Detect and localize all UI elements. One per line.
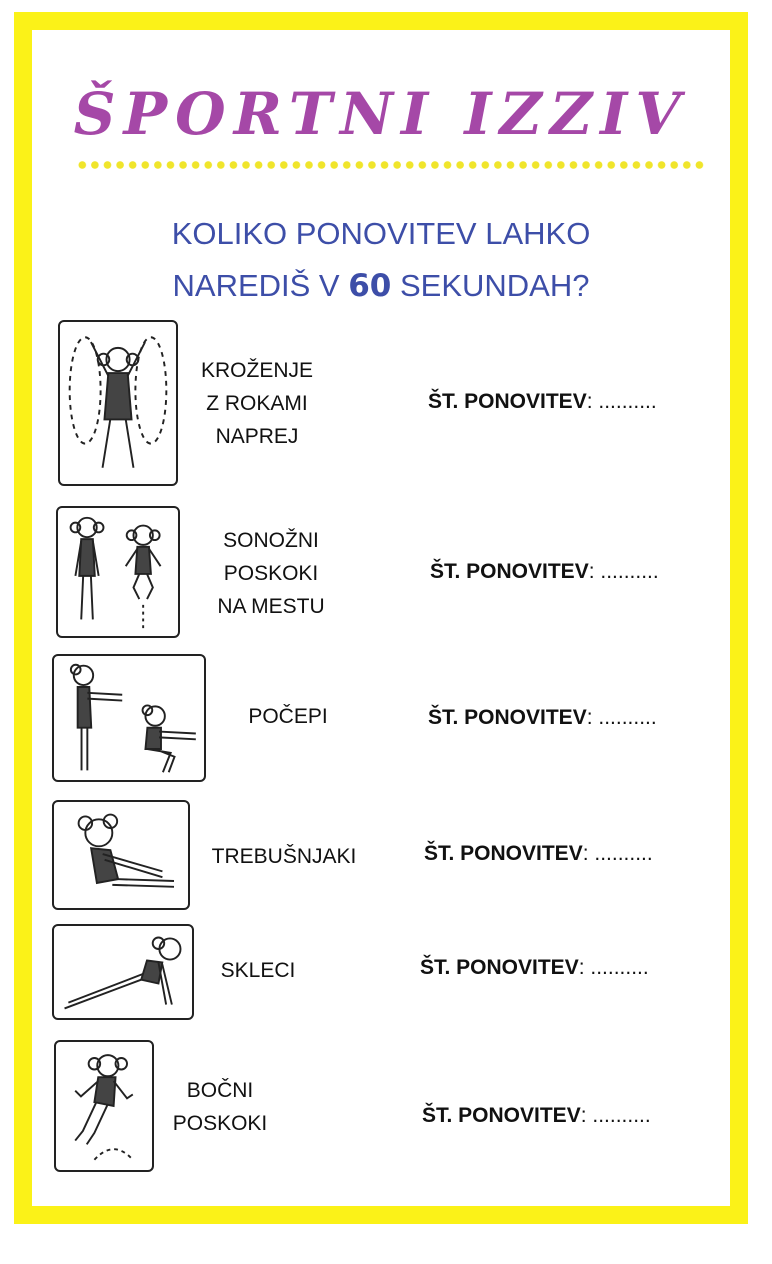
sit-ups-figure-icon xyxy=(52,800,190,910)
side-jumps-figure-icon xyxy=(54,1040,154,1172)
repetitions-field[interactable]: ŠT. PONOVITEV: .......... xyxy=(422,1104,651,1127)
repetitions-field[interactable]: ŠT. PONOVITEV: .......... xyxy=(428,706,657,729)
arm-circles-figure-icon xyxy=(58,320,178,486)
squats-figure-icon xyxy=(52,654,206,782)
yellow-frame xyxy=(14,12,748,1224)
question-line-1: KOLIKO PONOVITEV LAHKO xyxy=(171,216,591,251)
page-title: ŠPORTNI IZZIV xyxy=(73,80,689,148)
exercise-label: BOČNI POSKOKI xyxy=(172,1079,268,1135)
exercise-label: SKLECI xyxy=(220,959,296,982)
repetitions-field[interactable]: ŠT. PONOVITEV: .......... xyxy=(428,390,657,413)
repetitions-field[interactable]: ŠT. PONOVITEV: .......... xyxy=(424,842,653,865)
exercise-label: SONOŽNI POSKOKI NA MESTU xyxy=(217,529,325,618)
question-heading xyxy=(32,208,730,312)
exercise-row xyxy=(32,654,730,782)
exercise-row xyxy=(32,506,730,638)
exercise-row xyxy=(32,320,730,486)
exercise-row xyxy=(32,800,730,910)
exercise-label: KROŽENJE Z ROKAMI NAPREJ xyxy=(200,359,313,448)
repetitions-field[interactable]: ŠT. PONOVITEV: .......... xyxy=(430,560,659,583)
exercise-row xyxy=(32,924,730,1020)
worksheet xyxy=(32,30,730,1206)
exercise-label: POČEPI xyxy=(248,705,328,728)
repetitions-field[interactable]: ŠT. PONOVITEV: .......... xyxy=(420,956,649,979)
dotted-divider xyxy=(76,160,708,170)
push-ups-figure-icon xyxy=(52,924,194,1020)
exercise-label: TREBUŠNJAKI xyxy=(211,845,357,868)
jumping-in-place-figure-icon xyxy=(56,506,180,638)
question-line-2: NAREDIŠ V 60 SEKUNDAH? xyxy=(172,268,590,304)
exercise-row xyxy=(32,1040,730,1172)
seconds-number: 60 xyxy=(348,268,392,304)
